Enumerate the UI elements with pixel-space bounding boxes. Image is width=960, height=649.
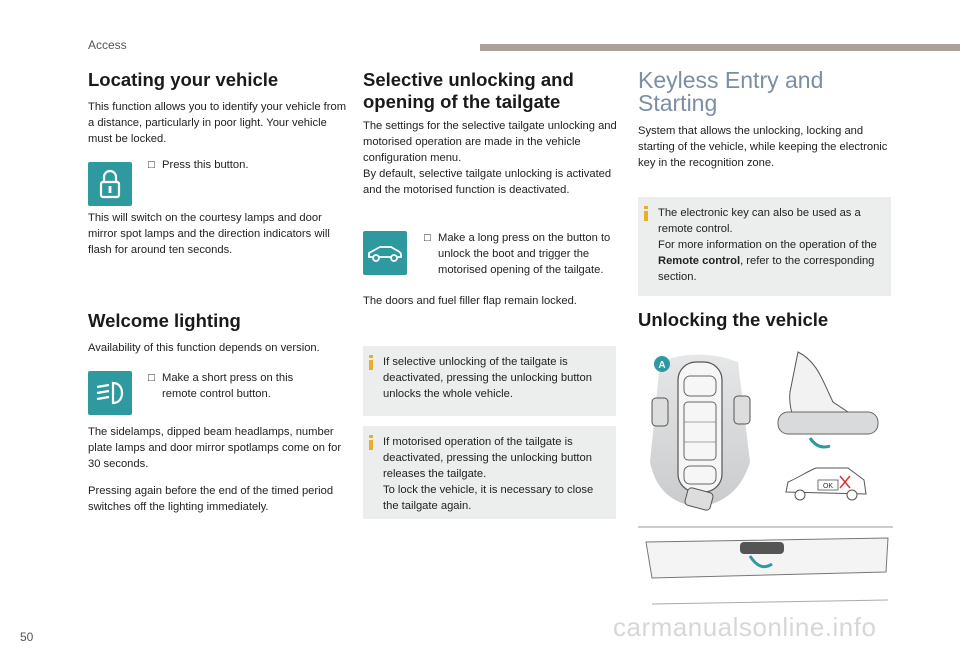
tailgate-button-icon — [363, 231, 407, 275]
selective-bullet-text: Make a long press on the button to unlock the boot and trigger the motorised opening of the tailgate. — [438, 232, 611, 276]
locating-intro: This function allows you to identify your vehicle from a distance, particularly in poor light. Your vehicle must be locked. — [88, 101, 347, 145]
key-fob-right — [734, 396, 750, 424]
locating-after: This will switch on the courtesy lamps and door mirror spot lamps and the direction indicators will flash for around ten seconds. — [88, 212, 330, 256]
welcome-intro: Availability of this function depends on version. — [88, 342, 320, 354]
page-number: 50 — [20, 630, 34, 644]
welcome-after-2: Pressing again before the end of the timed period switches off the lighting immediately. — [88, 485, 334, 513]
remote-control-ref: Remote control — [658, 255, 741, 267]
padlock-button-icon — [88, 162, 132, 206]
info-box-1-text: If selective unlocking of the tailgate is deactivated, pressing the unlocking button unlocks the whole vehicle. — [383, 356, 592, 400]
info-box-2-text: If motorised operation of the tailgate is deactivated, pressing the unlocking button releases the tailgate. To lock the vehicle, it is necessary to close the tailgate again. — [383, 436, 594, 512]
keyless-illustration — [638, 342, 898, 610]
bullet-square-2: □ — [148, 372, 155, 384]
keyless-title: Keyless Entry and Starting — [638, 67, 824, 116]
locating-bullet-text: Press this button. — [162, 159, 249, 171]
marker-a-label: A — [658, 360, 666, 371]
info-box-1 — [363, 346, 616, 416]
info-box-2 — [363, 426, 616, 519]
keyless-intro: System that allows the unlocking, locking and starting of the vehicle, while keeping the electronic key in the recognition zone. — [638, 125, 888, 169]
info-box-3-text — [658, 205, 881, 285]
selective-after: The doors and fuel filler flap remain locked. — [363, 295, 577, 307]
headlamp-button-icon — [88, 371, 132, 415]
welcome-bullet-text: Make a short press on this remote control button. — [162, 372, 294, 400]
watermark: carmanualsonline.info — [613, 612, 877, 642]
car-side-ok — [786, 468, 866, 500]
info-icon — [369, 435, 373, 450]
info-icon — [369, 355, 373, 370]
welcome-after-1: The sidelamps, dipped beam headlamps, number plate lamps and door mirror spotlamps come on for 30 seconds. — [88, 426, 342, 470]
car-tailgate-icon — [367, 242, 403, 264]
headlamp-icon — [94, 379, 126, 407]
bullet-square-3: □ — [424, 232, 431, 244]
selective-intro: The settings for the selective tailgate unlocking and motorised operation are made in the vehicle configuration menu. By default, selective tailgate unlocking is activated and the motorised function is deactivated. — [363, 120, 617, 196]
car-top-view — [678, 362, 722, 492]
welcome-title: Welcome lighting — [88, 310, 241, 331]
section-header: Access — [88, 38, 127, 52]
ok-label: OK — [822, 483, 834, 490]
bullet-square-1: □ — [148, 159, 155, 171]
selective-title: Selective unlocking and opening of the tailgate — [363, 69, 574, 112]
locating-title: Locating your vehicle — [88, 69, 279, 90]
tailgate-view — [638, 527, 893, 604]
info-box-3-post: , refer to the corresponding section. — [658, 255, 875, 283]
info-icon — [644, 206, 648, 221]
padlock-icon — [95, 168, 125, 200]
key-fob-left — [652, 398, 668, 426]
info-box-3-pre: The electronic key can also be used as a remote control. For more information on the operation of the — [658, 207, 877, 251]
header-bar — [480, 44, 960, 51]
unlocking-title: Unlocking the vehicle — [638, 309, 829, 330]
hand-door-handle — [778, 352, 878, 447]
info-box-3 — [638, 197, 891, 296]
